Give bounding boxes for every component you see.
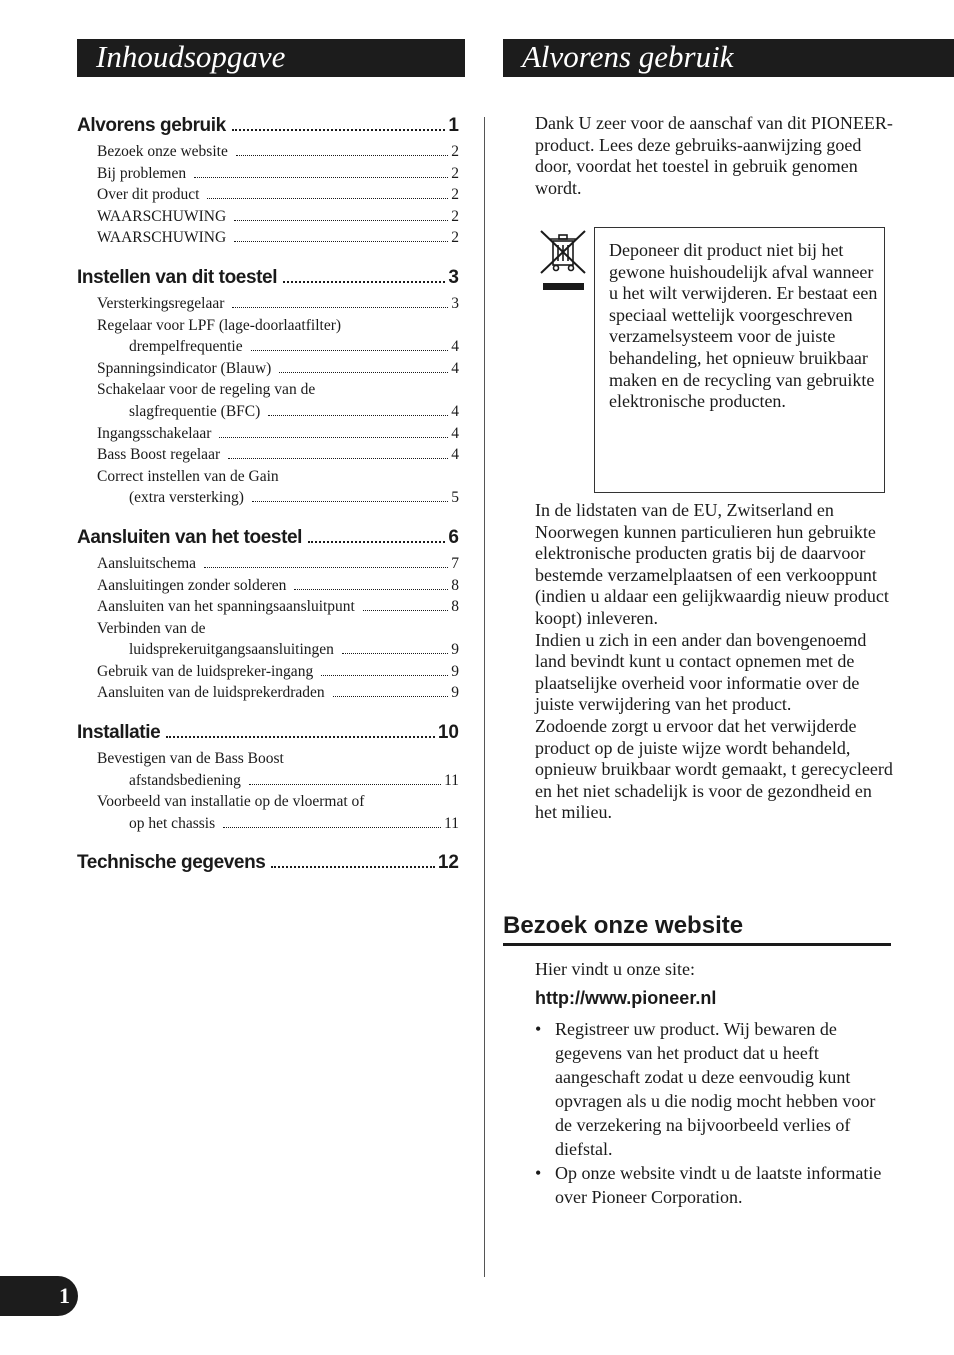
eu-paragraph: Indien u zich in een ander dan bovengenoemd land bevindt kunt u contact opnemen met de plaatselijke overheid voor informatie over de juiste verwijdering van het product. [535,629,867,715]
section-header: Alvorens gebruik [503,39,954,77]
intro-paragraph: Dank U zeer voor de aanschaf van dit PIONEER-product. Lees deze gebruiks-aanwijzing goed door, voordat het toestel in gebruik genomen wordt. [535,113,893,198]
dot-leader [308,541,445,543]
toc-section-heading[interactable] [77,525,459,551]
dot-leader [234,241,448,242]
eu-disposal-text [535,500,895,824]
dot-leader [232,307,448,308]
toc-entry-line: Bevestigen van de Bass Boost [97,750,284,768]
toc-page-number: 1 [448,115,459,136]
toc-entry-title: WAARSCHUWING [97,229,227,247]
toc-section [77,850,459,876]
dot-leader [166,736,435,738]
toc-page-number: 9 [451,641,459,659]
toc-entry[interactable] [77,639,459,661]
toc-entry-title: Bij problemen [97,164,187,182]
toc-entry-title: afstandsbediening [129,771,241,789]
toc-page-number: 2 [451,186,459,204]
toc-entry-title: Aansluitingen zonder solderen [97,576,287,594]
dot-leader [223,827,441,828]
toc-page-number: 2 [451,207,459,225]
toc-page-number: 5 [451,489,459,507]
page-number: 1 [0,1276,78,1316]
dot-leader [234,220,448,221]
toc-page-number: 4 [451,359,459,377]
toc-page-number: 12 [437,852,459,874]
website-bullets [535,1017,895,1209]
toc-entry[interactable] [77,163,459,185]
toc-entry[interactable] [77,206,459,228]
dot-leader [279,372,448,373]
dot-leader [219,437,448,438]
dot-leader [207,198,448,199]
toc-entry-title: Gebruik van de luidspreker-ingang [97,662,314,680]
toc-entry[interactable] [77,423,459,445]
dot-leader [321,675,448,676]
toc-entry[interactable] [77,444,459,466]
bullet-text: Registreer uw product. Wij bewaren de gegevens van het product dat u heeft aangeschaft zodat u deze eenvoudig kunt opvragen als u die nodig mocht hebben voor de verzekering na bijvoorbeeld verlies of diefstal. [555,1019,876,1159]
toc-entry[interactable] [77,770,459,792]
dot-leader [232,129,446,131]
column-divider [484,117,485,1277]
dot-leader [363,610,448,611]
toc-entry[interactable] [77,661,459,683]
toc-section-title: Aansluiten van het toestel [77,526,303,548]
toc-page-number: 3 [448,266,459,288]
toc-page-number: 4 [451,446,459,464]
toc-entry-title: Aansluitschema [97,554,197,572]
dot-leader [283,281,445,283]
toc-entry-title: WAARSCHUWING [97,207,227,225]
toc-entry[interactable] [77,401,459,423]
toc-entry-line: Verbinden van de [97,619,206,637]
toc-entry[interactable] [77,184,459,206]
toc-entry-line: Correct instellen van de Gain [97,467,279,485]
crossed-out-wheelie-bin-icon [535,227,591,293]
toc-entry-title: Ingangsschakelaar [97,424,212,442]
toc-entry[interactable] [77,575,459,597]
toc-section [77,720,459,834]
dot-leader [194,177,448,178]
toc-entry-title: Over dit product [97,186,200,204]
toc-page-number: 2 [451,143,459,160]
dot-leader [271,866,434,868]
toc-section [77,113,459,249]
toc-entry-line: Schakelaar voor de regeling van de [97,381,316,399]
toc-entry[interactable] [77,813,459,835]
toc-entry-title: luidsprekeruitgangsaansluitingen [129,641,334,659]
toc-page-number: 8 [451,598,459,616]
toc-section-title: Installatie [77,722,161,744]
toc-header: Inhoudsopgave [77,39,465,77]
toc-section-title: Instellen van dit toestel [77,266,278,288]
toc-entry-title: Aansluiten van het spanningsaansluitpunt [97,598,355,616]
toc-section [77,265,459,509]
toc-entry-title: Spanningsindicator (Blauw) [97,359,272,377]
toc-page-number: 9 [451,684,459,702]
toc-entry-line: Regelaar voor LPF (lage-doorlaatfilter) [97,316,342,334]
dot-leader [204,567,448,568]
toc-page-number: 4 [451,402,459,420]
toc-page-number: 6 [448,526,459,548]
toc-section-heading[interactable] [77,265,459,291]
toc-page-number: 2 [451,229,459,247]
toc-entry[interactable] [77,487,459,509]
toc-entry-title: Bass Boost regelaar [97,446,221,464]
toc-section-heading[interactable] [77,850,459,876]
toc-entry-line: Voorbeeld van installatie op de vloermat of [97,793,365,811]
dot-leader [294,589,448,590]
toc-entry[interactable] [77,553,459,575]
toc-page-number: 11 [444,771,459,789]
website-link[interactable]: http://www.pioneer.nl [535,988,717,1008]
dot-leader [268,415,448,416]
table-of-contents [77,113,459,892]
toc-entry-title: (extra versterking) [129,489,244,507]
toc-page-number: 11 [444,814,459,832]
dot-leader [333,696,449,697]
list-item [535,1161,895,1209]
toc-page-number: 9 [451,662,459,680]
disposal-notice-text: Deponeer dit product niet bij het gewone huishoudelijk afval wanneer u het wilt verwijderen. Er bestaat een speciaal wettelijk voorgeschreven verzamelsysteem voor de juiste behandeling, het opnieuw bruikbaar maken en de recycling van gebruikte elektronische producten. [609,240,878,412]
toc-page-number: 4 [451,424,459,442]
toc-entry[interactable] [77,227,459,249]
toc-section-heading[interactable] [77,720,459,746]
toc-section [77,525,459,704]
toc-section-heading[interactable] [77,113,459,139]
toc-entry[interactable] [77,293,459,315]
toc-entry[interactable] [77,596,459,618]
list-item [535,1017,895,1161]
toc-page-number: 3 [451,294,459,312]
toc-entry-title: op het chassis [129,814,216,832]
website-intro: Hier vindt u onze site: [535,959,695,979]
toc-entry[interactable] [77,682,459,704]
toc-page-number: 10 [437,722,459,744]
toc-section-title: Alvorens gebruik [77,115,226,136]
eu-paragraph: In de lidstaten van de EU, Zwitserland en Noorwegen kunnen particulieren hun gebruikte elektronische producten gratis bij de daarvoor bestemde verzamelplaatsen of een verkooppunt (indien u aldaar een gelijkwaardig nieuw product koopt) inleveren. [535,500,889,628]
toc-entry-title: Aansluiten van de luidsprekerdraden [97,684,325,702]
bullet-icon: • [535,1019,542,1039]
bullet-text: Op onze website vindt u de laatste informatie over Pioneer Corporation. [555,1163,882,1207]
dot-leader [251,350,449,351]
toc-entry-title: Versterkingsregelaar [97,294,225,312]
toc-section-title: Technische gegevens [77,852,266,874]
dot-leader [342,653,448,654]
toc-entry-title: Bezoek onze website [97,143,228,160]
eu-paragraph: Zodoende zorgt u ervoor dat het verwijderde product op de juiste wijze wordt behandeld, opnieuw bruikbaar wordt gemaakt, t gerecycleerd en het niet schadelijk is voor de gezondheid en het milieu. [535,715,893,823]
toc-entry-title: slagfrequentie (BFC) [129,402,261,420]
toc-entry[interactable] [77,336,459,358]
toc-page-number: 7 [451,554,459,572]
toc-entry[interactable] [77,358,459,380]
toc-page-number: 8 [451,576,459,594]
dot-leader [249,784,441,785]
toc-entry-title: drempelfrequentie [129,338,243,356]
toc-entry[interactable] [77,141,459,163]
toc-page-number: 2 [451,164,459,182]
website-heading: Bezoek onze website [503,910,891,946]
disposal-notice-box [594,227,885,493]
dot-leader [252,501,448,502]
dot-leader [228,458,448,459]
dot-leader [236,155,448,156]
toc-page-number: 4 [451,338,459,356]
bullet-icon: • [535,1163,542,1183]
